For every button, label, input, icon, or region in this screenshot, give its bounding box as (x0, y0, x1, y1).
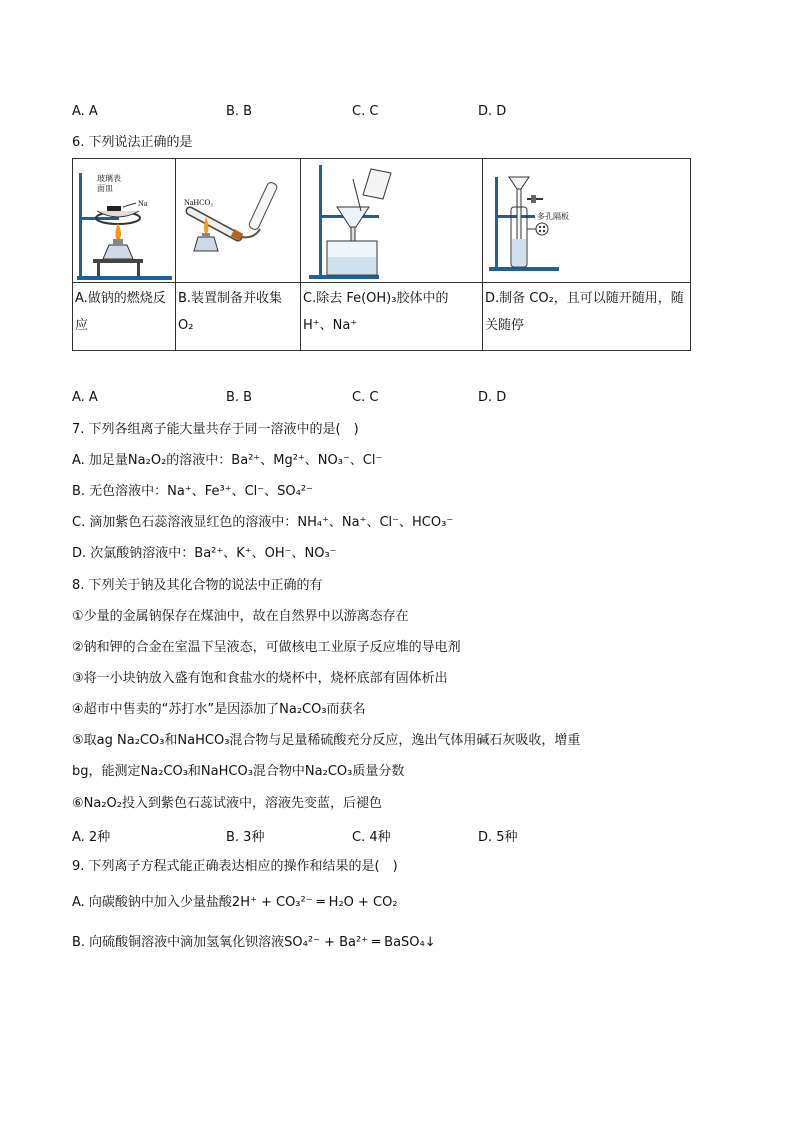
gas-generator-apparatus-icon (483, 159, 691, 282)
q5-options (72, 104, 632, 122)
q6-stem: 6. 下列说法正确的是 (72, 135, 193, 150)
q9-option-b: B. 向硫酸铜溶液中滴加氢氧化钡溶液SO₄²⁻ + Ba²⁺ ═ BaSO₄↓ (72, 935, 436, 950)
q8-option-d: D. 5种 (478, 830, 518, 845)
caption-d: D.制备 CO₂，且可以随开随用，随关随停 (483, 283, 691, 351)
label-na: Na (138, 199, 148, 208)
q8-item-4: ④超市中售卖的“苏打水”是因添加了Na₂CO₃而获名 (72, 702, 366, 717)
q6-option-b: B. B (226, 390, 253, 405)
q8-item-1: ①少量的金属钠保存在煤油中，故在自然界中以游离态存在 (72, 609, 409, 624)
q7-option-d: D. 次氯酸钠溶液中：Ba²⁺、K⁺、OH⁻、NO₃⁻ (72, 546, 337, 561)
label-porous-plate: 多孔隔板 (537, 212, 569, 221)
apparatus-c-cell (301, 159, 483, 283)
caption-b: B.装置制备并收集 O₂ (176, 283, 301, 351)
q9-stem: 9. 下列离子方程式能正确表达相应的操作和结果的是( ) (72, 859, 398, 874)
q6-option-d: D. D (478, 390, 507, 405)
q5-option-c: C. C (352, 104, 379, 119)
q7-stem: 7. 下列各组离子能大量共存于同一溶液中的是( ) (72, 422, 359, 437)
caption-a: A.做钠的燃烧反应 (73, 283, 176, 351)
q8-stem: 8. 下列关于钠及其化合物的说法中正确的有 (72, 578, 323, 593)
q8-option-b: B. 3种 (226, 830, 265, 845)
q8-item-6: ⑥Na₂O₂投入到紫色石蕊试液中，溶液先变蓝，后褪色 (72, 796, 383, 811)
combustion-apparatus-icon (73, 159, 176, 282)
label-watch-glass-2: 面皿 (97, 184, 113, 193)
q8-item-2: ②钠和钾的合金在室温下呈液态，可做核电工业原子反应堆的导电剂 (72, 640, 461, 655)
caption-c: C.除去 Fe(OH)₃胶体中的 H⁺、Na⁺ (301, 283, 483, 351)
q5-option-d: D. D (478, 104, 507, 119)
q9-option-a: A. 向碳酸钠中加入少量盐酸2H⁺ + CO₃²⁻ ═ H₂O + CO₂ (72, 895, 398, 910)
q8-item-5-cont: bg，能测定Na₂CO₃和NaHCO₃混合物中Na₂CO₃质量分数 (72, 764, 405, 779)
apparatus-a-cell (73, 159, 176, 283)
q8-item-5: ⑤取ag Na₂CO₃和NaHCO₃混合物与足量稀硫酸充分反应，逸出气体用碱石灰吸收，增重 (72, 733, 581, 748)
q6-options (72, 390, 632, 408)
apparatus-b-cell (176, 159, 301, 283)
q8-option-c: C. 4种 (352, 830, 391, 845)
filtration-apparatus-icon (301, 159, 483, 282)
label-watch-glass-1: 玻璃表 (97, 174, 121, 183)
q6-option-c: C. C (352, 390, 379, 405)
apparatus-d-cell (483, 159, 691, 283)
q7-option-c: C. 滴加紫色石蕊溶液显红色的溶液中：NH₄⁺、Na⁺、Cl⁻、HCO₃⁻ (72, 515, 454, 530)
q6-option-a: A. A (72, 390, 98, 405)
q6-apparatus-table (72, 158, 691, 351)
label-nahco3: NaHCO₃ (184, 198, 214, 207)
q7-option-a: A. 加足量Na₂O₂的溶液中：Ba²⁺、Mg²⁺、NO₃⁻、Cl⁻ (72, 453, 383, 468)
q8-options (72, 826, 632, 844)
q8-option-a: A. 2种 (72, 830, 111, 845)
heating-tube-apparatus-icon (176, 159, 301, 282)
q8-item-3: ③将一小块钠放入盛有饱和食盐水的烧杯中，烧杯底部有固体析出 (72, 671, 448, 686)
q7-option-b: B. 无色溶液中：Na⁺、Fe³⁺、Cl⁻、SO₄²⁻ (72, 484, 313, 499)
q5-option-a: A. A (72, 104, 98, 119)
q5-option-b: B. B (226, 104, 253, 119)
